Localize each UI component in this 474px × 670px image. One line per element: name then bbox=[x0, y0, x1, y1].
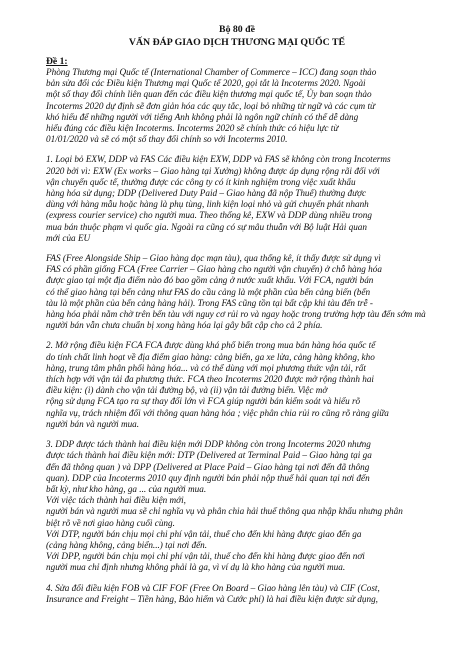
paragraph-2: 2. Mở rộng điều kiện FCA FCA được dùng khá phổ biến trong mua bán hàng hóa quốc tế do tính chất linh hoạt về địa điểm giao hàng: cảng biển, ga xe lửa, cảng hàng không, kho hàng, trung tâm phân phối hàng hóa... và có thể dùng với mọi phương thức vận tải, rất thích hợp với vận tải đa phương thức. FCA theo Incoterms 2020 được mở rộng thành hai điều kiện: (i) dành cho vận tải đường bộ, và (ii) vận tải đường biển. Việc mở rộng sử dụng FCA tạo ra sự thay đổi lớn vì FCA giúp người bán kiểm soát và hiểu rõ nghĩa vụ, trách nhiệm đối với thông quan hàng hóa ; việc phân chia rủi ro cũng rõ ràng giữa người bán và người mua. bbox=[46, 340, 389, 429]
section-heading: Đề 1: bbox=[46, 56, 68, 67]
document-subtitle: VẤN ĐÁP GIAO DỊCH THƯƠNG MẠI QUỐC TẾ bbox=[128, 37, 346, 48]
paragraph-4: 4. Sửa đổi điều kiện FOB và CIF FOF (Free On Board – Giao hàng lên tàu) và CIF (Cost, Insurance and Freight – Tiền hàng, Bảo hiểm và Cước phí) là hai điều kiện được sử dụng, bbox=[46, 582, 380, 604]
document-title: Bộ 80 đề bbox=[219, 24, 255, 35]
paragraph-fas: FAS (Free Alongside Ship – Giao hàng dọc mạn tàu), qua thống kê, ít thấy được sử dụng vì FAS có phần giống FCA (Free Carrier – Giao hàng cho người vận chuyển) ở chỗ hàng hóa được giao tại một địa điểm nào đó bao gồm cảng ở nước xuất khẩu. Với FCA, người bán có thể giao hàng tại bến cảng như FAS do cầu cảng là một phần của bến cảng biển (bến tàu là một phần của bến cảng hàng hải). Trong FAS cũng tồn tại bất cập khi tàu đến trễ - hàng hóa phải nằm chờ trên bến tàu với nguy cơ rủi ro và ngay hoặc trong trường hợp tàu đến sớm mà người bán vẫn chưa chuẩn bị xong hàng hóa lại gây bất cập cho cả 2 phía. bbox=[46, 253, 426, 331]
paragraph-3: 3. DDP được tách thành hai điều kiện mới DDP không còn trong Incoterms 2020 nhưng được tách thành hai điều kiện mới: DTP (Delivered at Terminal Paid – Giao hàng tại ga đến đã thông quan ) và DPP (Delivered at Place Paid – Giao hàng tại nơi đến đã thông quan). DDP của Incoterms 2010 quy định người bán phải nộp thuế hải quan tại nơi đến bất kỳ, như kho hàng, ga ... của người mua. Với việc tách thành hai điều kiện mới, người bán và người mua sẽ chỉ nghĩa vụ và phân chia hải thuế thông qua nhập khẩu nhưng phân biệt rõ về nơi giao hàng cuối cùng. Với DTP, người bán chịu mọi chi phí vận tải, thuế cho đến khi hàng được giao đến ga (cảng hàng không, cảng biển...) tại nơi đến. Với DPP, người bán chịu mọi chi phí vận tải, thuế cho đến khi hàng được giao đến nơi người mua chỉ định nhưng không phải là ga, vì ví dụ là kho hàng của người mua. bbox=[46, 439, 403, 573]
paragraph-1: 1. Loại bỏ EXW, DDP và FAS Các điều kiện EXW, DDP và FAS sẽ không còn trong Incoterms 2020 bởi vì: EXW (Ex works – Giao hàng tại Xưởng) không được áp dụng rộng rãi đối với vận chuyển quốc tế, thường được các công ty có ít kinh nghiệm trong việc xuất khẩu hàng hóa sử dụng; DDP (Delivered Duty Paid – Giao hàng đã nộp Thuế) thường được dùng với hàng mẫu hoặc hàng là phụ tùng, linh kiện loại nhỏ và gửi chuyển phát nhanh (express courier service) cho người mua. Theo thống kê, EXW và DDP dùng nhiều trong mua bán thuộc phạm vi quốc gia. Ngoài ra cũng có sự mâu thuẫn với Bộ luật Hải quan mới của EU bbox=[46, 154, 391, 243]
intro-paragraph: Phòng Thương mại Quốc tế (International Chamber of Commerce – ICC) đang soạn thảo bản sửa đổi các Điều kiện Thương mại Quốc tế 2020, gọi tắt là Incoterms 2020. Ngoài một số thay đổi chính liên quan đến các điều kiện thương mại quốc tế, Ủy ban soạn thảo Incoterms 2020 dự định sẽ đơn giản hóa các quy tắc, loại bỏ những từ ngữ và các cụm từ khó hiểu để những người với tiếng Anh không phải là ngôn ngữ chính có thể dễ dàng hiểu đúng các điều kiện Incoterms. Incoterms 2020 sẽ chính thức có hiệu lực từ 01/01/2020 và sẽ có một số thay đổi chính so với Incoterms 2010. bbox=[46, 67, 377, 145]
